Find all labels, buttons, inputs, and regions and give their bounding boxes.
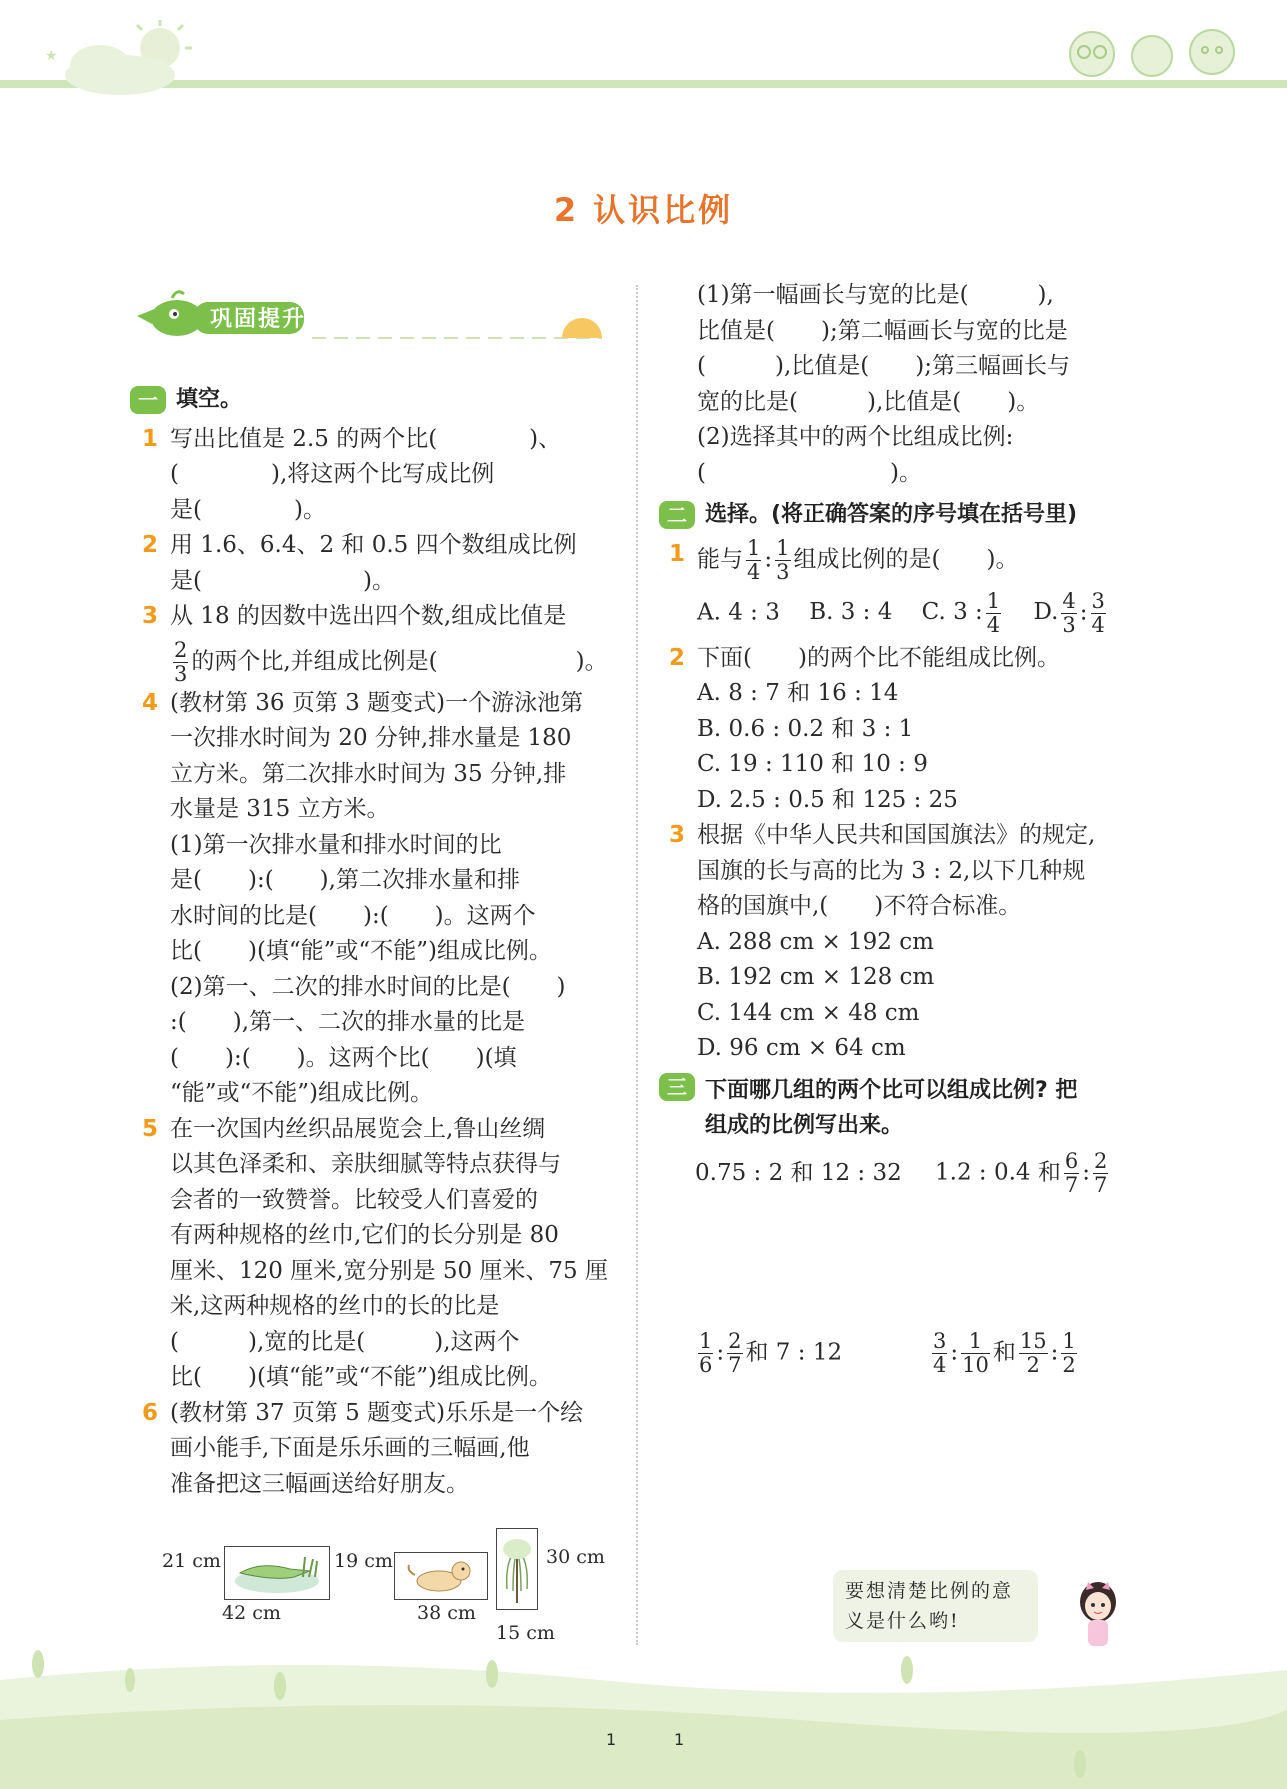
- fraction: $\frac{1}{4}$: [747, 535, 761, 584]
- question-number: 5: [142, 1115, 159, 1142]
- ratio-groups-row2: [697, 1330, 1143, 1410]
- question-text: 宽的比是( ),比值是( )。: [697, 388, 1040, 415]
- painting2-dog: [394, 1552, 488, 1600]
- colon: :: [1079, 599, 1088, 625]
- page-number-left: 1: [606, 1730, 617, 1749]
- section3-heading: [659, 1073, 1143, 1144]
- question-text: 画小能手,下面是乐乐画的三幅画,他: [170, 1435, 530, 1461]
- question-1-6-parts: [697, 278, 1143, 491]
- question-text: (教材第 36 页第 3 题变式)一个游泳池第: [170, 689, 584, 716]
- title-number: 2: [553, 191, 580, 229]
- question-1-5: [140, 1112, 612, 1396]
- question-text: 国旗的长与高的比为 3 : 2,以下几种规: [697, 857, 1086, 884]
- section1-tag: 一: [130, 386, 166, 414]
- question-text: 有两种规格的丝巾,它们的长分别是 80: [170, 1222, 559, 1248]
- question-1-4: [140, 686, 612, 1112]
- fraction: $\frac{15}{2}$: [1019, 1328, 1047, 1377]
- question-text: 立方米。第二次排水时间为 35 分钟,排: [170, 760, 567, 787]
- question-number: 2: [142, 532, 159, 558]
- question-text: 的两个比,并组成比例是( )。: [191, 648, 608, 674]
- question-text: C. 19 : 110 和 10 : 9: [697, 751, 928, 777]
- fraction: $\frac{2}{7}$: [1093, 1148, 1108, 1197]
- question-text: ( ),宽的比是( ),这两个: [170, 1328, 520, 1355]
- ratio-group-1: 0.75 : 2 和 12 : 32: [695, 1159, 902, 1186]
- fraction: $\frac{1}{6}$: [699, 1328, 713, 1377]
- question-2-2: [667, 641, 1143, 819]
- question-text: (1)第一次排水量和排水时间的比: [170, 831, 502, 858]
- title-text: 认识比例: [593, 191, 734, 229]
- question-text: :( ),第一、二次的排水量的比是: [170, 1009, 526, 1035]
- question-text: 下面( )的两个比不能组成比例。: [697, 644, 1060, 671]
- painting2-height: 19 cm: [334, 1550, 393, 1572]
- fraction: $\frac{1}{3}$: [776, 535, 790, 584]
- painting3-width: 15 cm: [496, 1622, 555, 1644]
- question-number: 3: [669, 822, 686, 848]
- hills-background: [0, 1640, 1287, 1789]
- question-1-3: [140, 599, 612, 686]
- question-text: C. 144 cm × 48 cm: [697, 999, 920, 1026]
- question-text: (1)第一幅画长与宽的比是( ),: [697, 282, 1054, 308]
- question-text: 格的国旗中,( )不符合标准。: [697, 893, 1022, 919]
- question-text: 根据《中华人民共和国国旗法》的规定,: [697, 822, 1096, 848]
- page-title: [0, 185, 1287, 231]
- page-number-right: 1: [674, 1730, 685, 1749]
- question-text: 米,这两种规格的丝巾的长的比是: [170, 1293, 500, 1319]
- ratio-group-2: 1.2 : 0.4 和 $\frac{6}{7}$ : $\frac{2}{7}$: [935, 1148, 1108, 1197]
- fraction: $\frac{3}{4}$: [1091, 588, 1105, 637]
- svg-text:★: ★: [45, 48, 58, 64]
- section3-title-2: 组成的比例写出来。: [705, 1113, 904, 1138]
- section2-heading: [659, 497, 1143, 533]
- section-badge: [132, 286, 612, 350]
- painting1-width: 42 cm: [222, 1602, 281, 1624]
- question-text: 比( )(填“能”或“不能”)组成比例。: [170, 938, 552, 964]
- question-text: ( ),将这两个比写成比例: [170, 461, 495, 487]
- section1-title: 填空。: [176, 387, 243, 412]
- question-text: 一次排水时间为 20 分钟,排水量是 180: [170, 725, 572, 751]
- dog-icon: [395, 1553, 487, 1599]
- question-text: 厘米、120 厘米,宽分别是 50 厘米、75 厘: [170, 1257, 608, 1284]
- whale-icon: [132, 286, 612, 346]
- badge-label: 巩固提升: [210, 307, 307, 332]
- painting1-height: 21 cm: [162, 1550, 221, 1572]
- question-text: 是( )。: [170, 496, 326, 523]
- question-number: 2: [669, 644, 686, 671]
- fraction: $\frac{4}{3}$: [1062, 588, 1076, 637]
- painting3-height: 30 cm: [546, 1546, 605, 1568]
- question-text: 能与: [697, 546, 743, 572]
- question-text: 水量是 315 立方米。: [170, 796, 390, 822]
- cloud-sun-icon: [40, 20, 210, 100]
- fraction: $\frac{1}{2}$: [1062, 1328, 1076, 1377]
- question-text: D. 2.5 : 0.5 和 125 : 25: [697, 786, 958, 813]
- ratio-groups-row1: [697, 1150, 1143, 1214]
- question-text: “能”或“不能”)组成比例。: [170, 1080, 434, 1106]
- section2-title: 选择。(将正确答案的序号填在括号里): [705, 502, 1078, 527]
- question-text: 比( )(填“能”或“不能”)组成比例。: [170, 1364, 552, 1390]
- fraction: $\frac{2}{7}$: [728, 1328, 742, 1377]
- question-number: 4: [142, 689, 159, 716]
- question-text: B. 192 cm × 128 cm: [697, 964, 935, 990]
- question-text: 是( )。: [170, 567, 395, 594]
- question-text: 以其色泽柔和、亲肤细腻等特点获得与: [170, 1151, 561, 1177]
- fraction: $\frac{1}{10}$: [962, 1328, 989, 1377]
- tip-bubble: [833, 1570, 1038, 1642]
- left-column: [140, 376, 612, 1502]
- painting1-crocodile: [224, 1546, 330, 1600]
- question-text: ( ),比值是( );第三幅画长与: [697, 353, 1070, 379]
- question-text: 准备把这三幅画送给好朋友。: [170, 1470, 469, 1497]
- question-text: 在一次国内丝织品展览会上,鲁山丝绸: [170, 1115, 546, 1142]
- question-text: 从 18 的因数中选出四个数,组成比值是: [170, 603, 567, 629]
- question-2-1: [667, 537, 1143, 637]
- option-d: D.: [1033, 599, 1059, 625]
- column-divider: [636, 285, 638, 1645]
- question-text: ( ):( )。这两个比( )(填: [170, 1044, 517, 1071]
- question-1-1: [140, 422, 612, 529]
- ratio-group-3: $\frac{1}{6}$ : $\frac{2}{7}$ 和 7 : 12: [699, 1328, 843, 1377]
- fraction: $\frac{3}{4}$: [933, 1328, 947, 1377]
- ratio-group-4: $\frac{3}{4}$ : $\frac{1}{10}$ 和 $\frac{15}{2}$ : $\frac{1}{2}$: [933, 1328, 1076, 1377]
- section2-tag: 二: [659, 501, 695, 529]
- question-text: 写出比值是 2.5 的两个比( )、: [170, 425, 562, 452]
- question-number: 6: [142, 1399, 159, 1426]
- question-2-3: [667, 818, 1143, 1067]
- question-text: 是( ):( ),第二次排水量和排: [170, 867, 520, 893]
- option-a: A. 4 : 3: [697, 599, 780, 625]
- willow-tree-icon: [497, 1529, 537, 1609]
- question-text: ( )。: [697, 459, 922, 486]
- animal-faces-icon: [1057, 22, 1247, 82]
- fraction: $\frac{6}{7}$: [1064, 1148, 1079, 1197]
- painting2-width: 38 cm: [417, 1602, 476, 1624]
- tip-text: 义是什么哟!: [845, 1610, 960, 1632]
- right-column: [667, 278, 1143, 1410]
- question-text: 会者的一致赞誉。比较受人们喜爱的: [170, 1186, 538, 1213]
- question-number: 3: [142, 603, 159, 629]
- question-text: A. 288 cm × 192 cm: [697, 928, 934, 955]
- question-text: 组成比例的是( )。: [793, 546, 1019, 572]
- painting3-tree: [496, 1528, 538, 1610]
- question-number: 1: [142, 425, 159, 452]
- question-text: (教材第 37 页第 5 题变式)乐乐是一个绘: [170, 1399, 584, 1426]
- fraction: $\frac{2}{3}$: [174, 637, 188, 686]
- question-text: 用 1.6、6.4、2 和 0.5 四个数组成比例: [170, 532, 577, 558]
- question-text: 比值是( );第二幅画长与宽的比是: [697, 317, 1068, 344]
- question-text: A. 8 : 7 和 16 : 14: [697, 680, 899, 706]
- question-1-2: [140, 528, 612, 599]
- question-text: B. 0.6 : 0.2 和 3 : 1: [697, 715, 914, 742]
- question-text: (2)选择其中的两个比组成比例:: [697, 424, 1014, 450]
- tip-text: 要想清楚比例的意: [845, 1580, 1014, 1602]
- section1-heading: [130, 382, 612, 418]
- fraction: $\frac{1}{4}$: [986, 588, 1001, 637]
- option-b: B. 3 : 4: [809, 599, 893, 625]
- section3-tag: 三: [659, 1073, 695, 1101]
- question-text: 水时间的比是( ):( )。这两个: [170, 902, 536, 929]
- question-text: D. 96 cm × 64 cm: [697, 1035, 906, 1061]
- option-c: C. 3 :: [921, 599, 983, 625]
- question-number: 1: [669, 540, 686, 567]
- question-text: (2)第一、二次的排水时间的比是( ): [170, 973, 566, 1000]
- crocodile-icon: [225, 1547, 329, 1599]
- section3-title: 下面哪几组的两个比可以组成比例? 把: [705, 1077, 1078, 1103]
- colon: :: [764, 546, 773, 572]
- question-1-6: [140, 1396, 612, 1503]
